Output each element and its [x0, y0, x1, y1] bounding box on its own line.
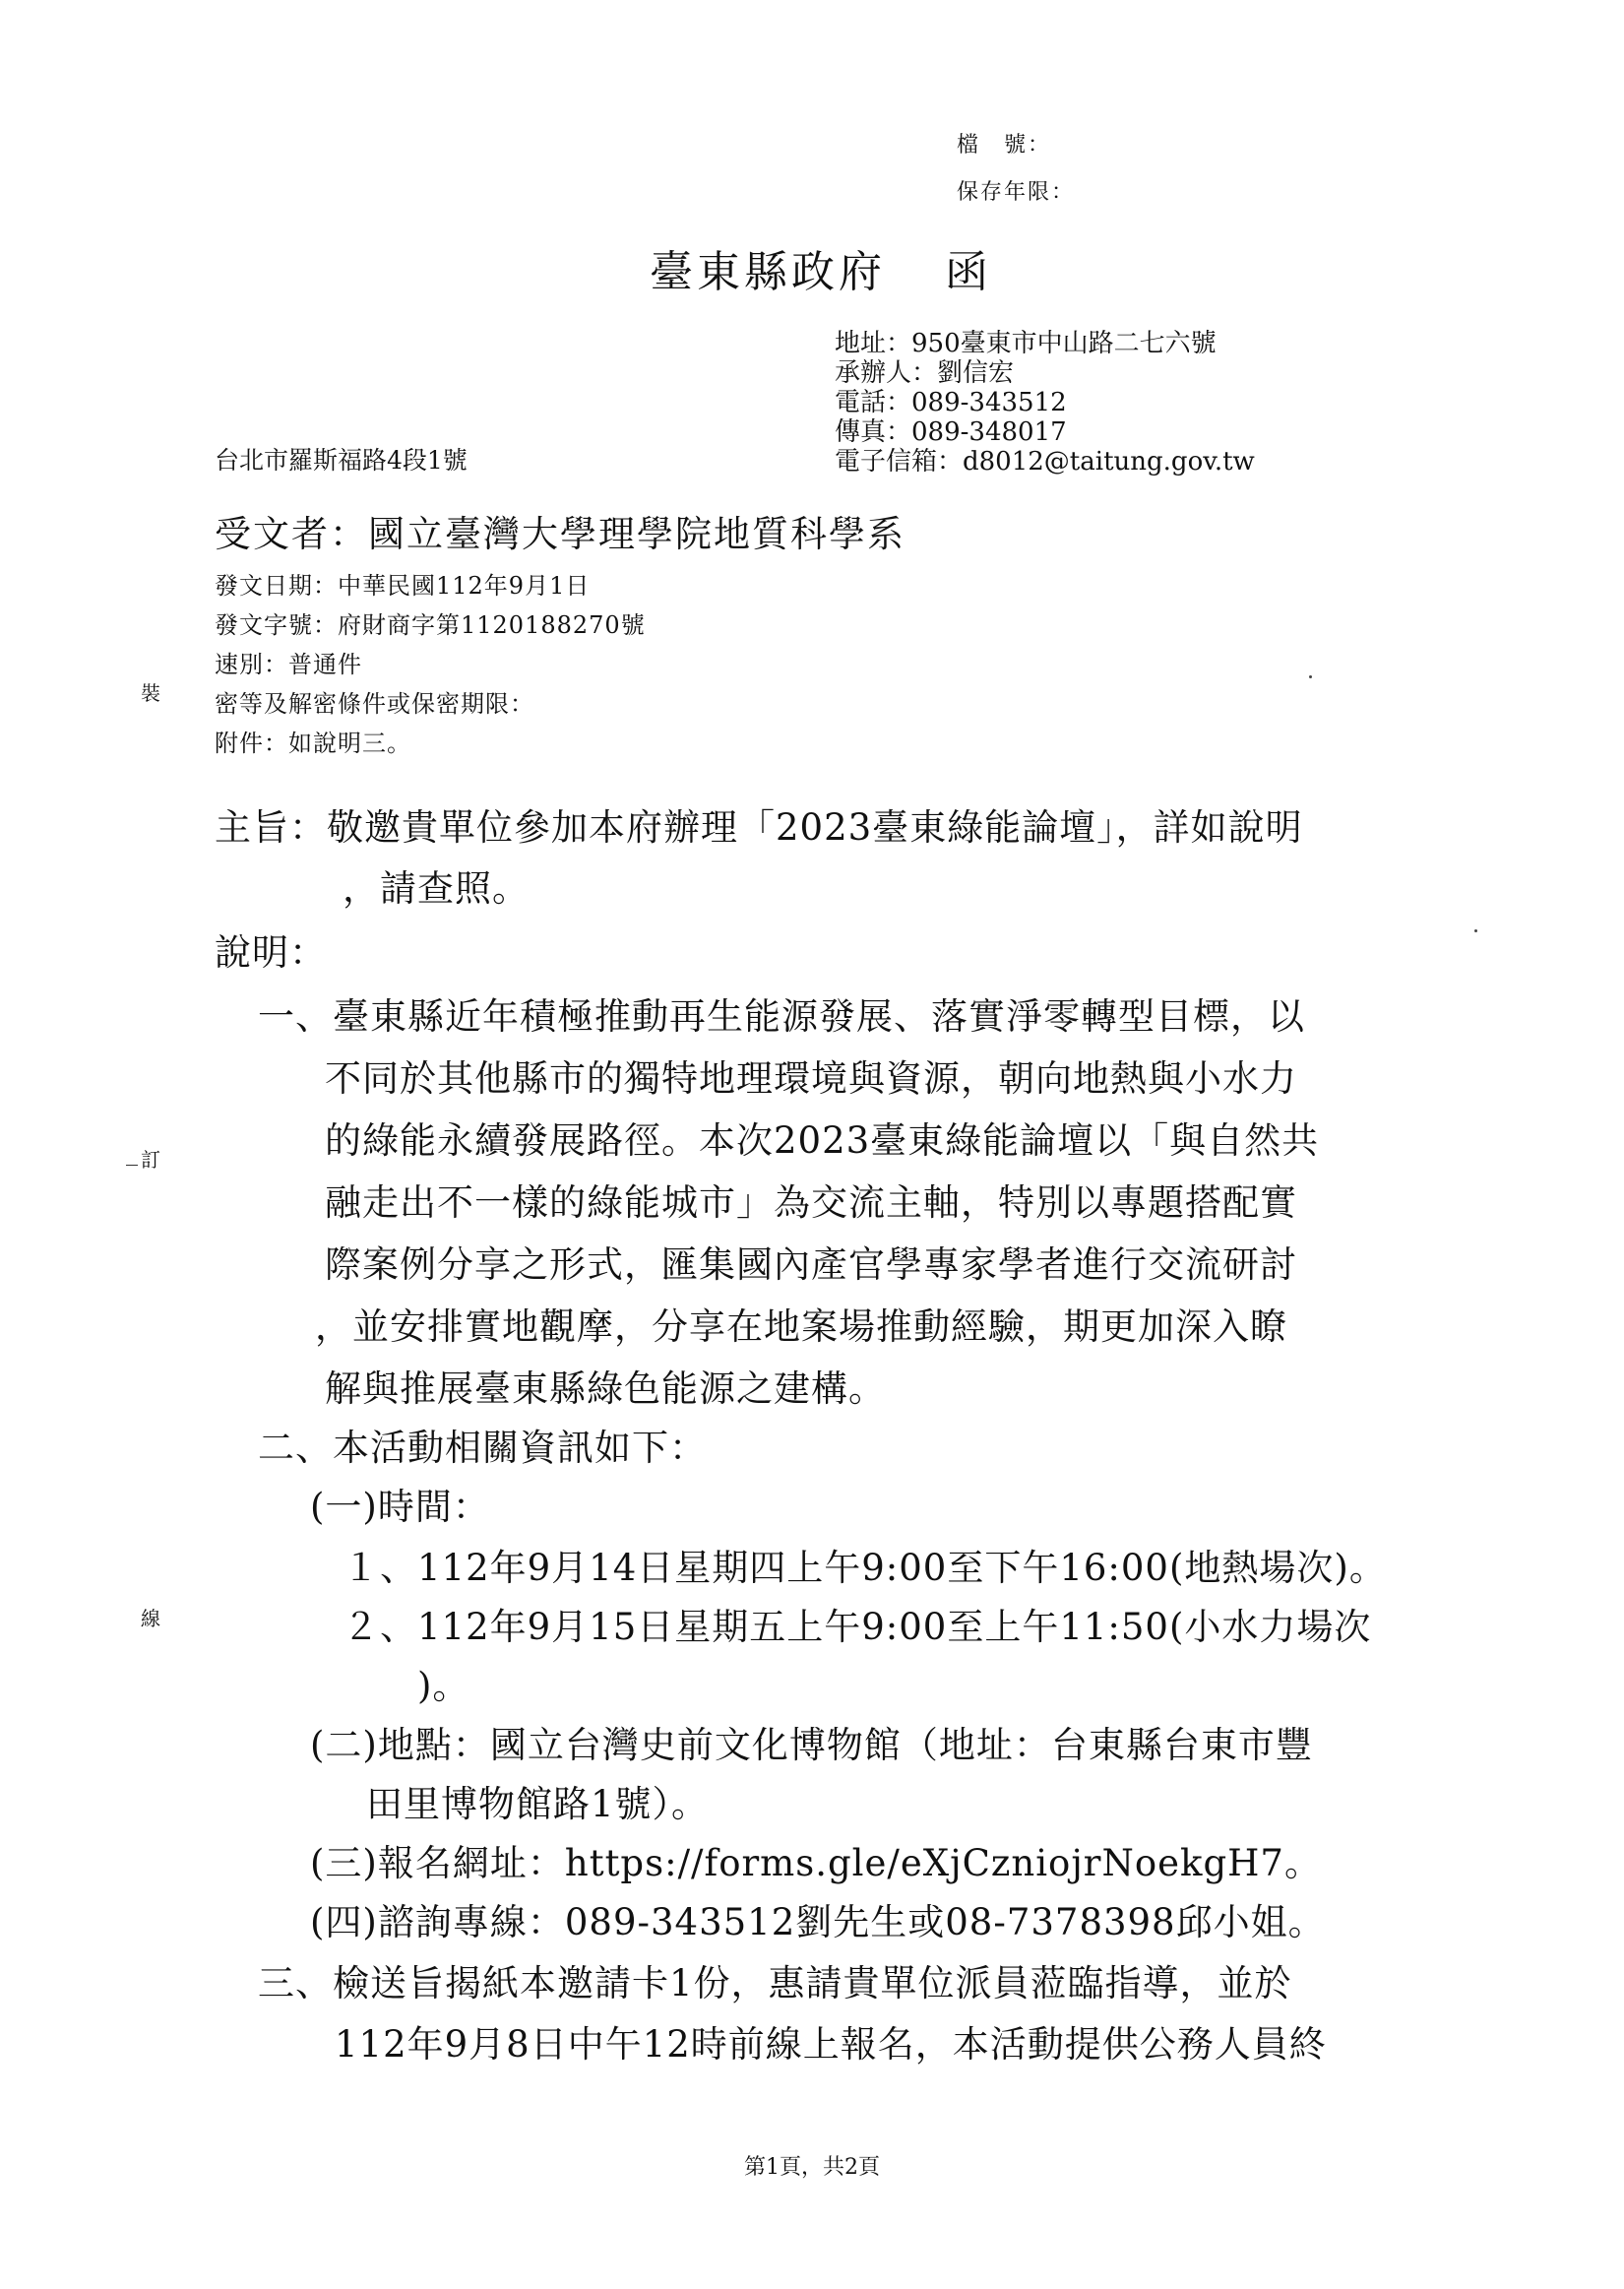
item3-line-2: 112年9月8日中午12時前線上報名，本活動提供公務人員終	[335, 2023, 1327, 2066]
item2-time-1: １、112年9月14日星期四上午9:00至下午16:00(地熱場次)。	[343, 1547, 1387, 1589]
recipient-address: 台北市羅斯福路4段1號	[215, 446, 468, 475]
item1-line-1: 一、臺東縣近年積極推動再生能源發展、落實淨零轉型目標，以	[258, 995, 1305, 1038]
item2-time-2a: ２、112年9月15日星期五上午9:00至上午11:50(小水力場次	[343, 1606, 1372, 1648]
recipient: 受文者：國立臺灣大學理學院地質科學系	[215, 513, 906, 555]
item2-time-2b: )。	[417, 1665, 470, 1707]
issue-date: 發文日期：中華民國112年9月1日	[215, 572, 591, 600]
scan-dot	[1474, 929, 1477, 932]
contact-block	[835, 329, 1255, 477]
fax: 傳真：089-348017	[835, 417, 1067, 447]
delivery-speed: 速別：普通件	[215, 651, 362, 678]
handler: 承辦人：劉信宏	[835, 358, 1015, 388]
item1-line-5: 際案例分享之形式，匯集國內產官學專家學者進行交流研討	[325, 1243, 1297, 1286]
margin-mark-bind: 裝	[141, 681, 160, 705]
item3-line-1: 三、檢送旨揭紙本邀請卡1份，惠請貴單位派員蒞臨指導，並於	[258, 1962, 1292, 2004]
item1-line-3: 的綠能永續發展路徑。本次2023臺東綠能論壇以「與自然共	[325, 1119, 1320, 1162]
phone: 電話：089-343512	[835, 388, 1067, 417]
item2-time-label: (一)時間：	[310, 1486, 490, 1528]
margin-mark-staple: 訂	[141, 1148, 160, 1172]
item1-line-4: 融走出不一樣的綠能城市」為交流主軸，特別以專題搭配實	[325, 1181, 1297, 1224]
item1-line-7: 解與推展臺東縣綠色能源之建構。	[325, 1367, 886, 1410]
margin-mark-line: 線	[141, 1607, 160, 1630]
item2-signup: (三)報名網址：https://forms.gle/eXjCzniojrNoekgH7。	[310, 1842, 1322, 1884]
item1-line-2: 不同於其他縣市的獨特地理環境與資源，朝向地熱與小水力	[325, 1057, 1297, 1100]
subject-line-1: 主旨：敬邀貴單位參加本府辦理「2023臺東綠能論壇」，詳如說明	[215, 806, 1303, 849]
item1-line-6: ，並安排實地觀摩，分享在地案場推動經驗，期更加深入瞭	[315, 1305, 1287, 1348]
item2-hotline: (四)諮詢專線：089-343512劉先生或08-7378398邱小姐。	[310, 1901, 1326, 1943]
document-meta	[215, 566, 646, 763]
subject-line-2: ，請查照。	[343, 867, 530, 910]
document-title	[650, 236, 992, 299]
attachment: 附件：如說明三。	[215, 730, 411, 757]
issue-number: 發文字號：府財商字第1120188270號	[215, 611, 646, 639]
margin-tick	[126, 1165, 138, 1166]
issuing-organization: 臺東縣政府	[650, 247, 886, 297]
scan-dot	[1309, 675, 1312, 678]
sender-address: 地址：950臺東市中山路二七六號	[835, 329, 1217, 358]
item2-place-2: 田里博物館路1號）。	[366, 1783, 710, 1825]
retention-period-label: 保存年限：	[957, 180, 1076, 205]
explanation-label: 說明：	[215, 931, 327, 974]
document-type: 函	[945, 247, 992, 297]
page-number: 第1頁，共2頁	[744, 2155, 880, 2180]
secrecy-level: 密等及解密條件或保密期限：	[215, 690, 534, 718]
file-number-label: 檔 號：	[957, 133, 1052, 158]
item2-place-1: (二)地點：國立台灣史前文化博物館（地址：台東縣台東市豐	[310, 1724, 1313, 1766]
item2-line-1: 二、本活動相關資訊如下：	[258, 1427, 707, 1469]
email: 電子信箱：d8012@taitung.gov.tw	[835, 447, 1255, 477]
